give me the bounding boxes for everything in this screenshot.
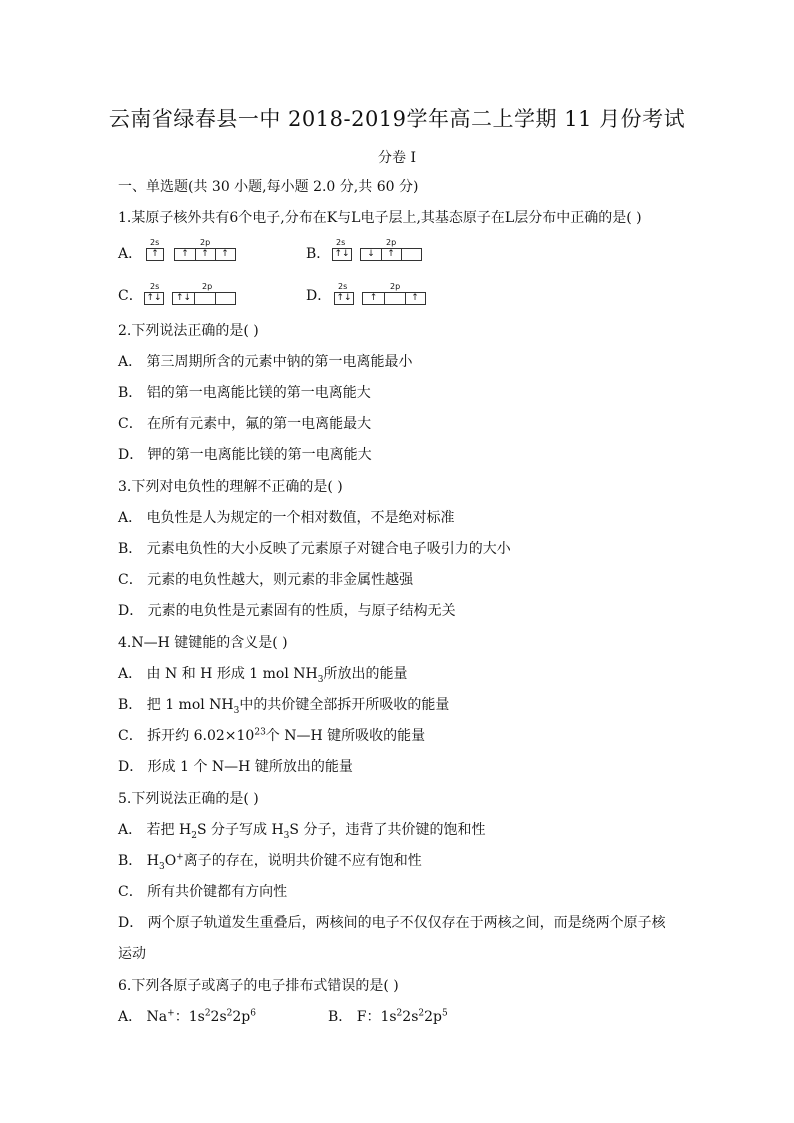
orbital-label-2s: 2s: [150, 282, 160, 291]
orbital-2s-box: [332, 248, 352, 261]
orbital-2p-1: ↓: [361, 249, 382, 260]
q2-option-a: A． 第三周期所含的元素中钠的第一电离能最小: [118, 354, 413, 370]
q5-a-mid: S 分子写成 H: [196, 822, 284, 838]
orbital-2p-box: [360, 248, 422, 261]
q6-option-a: [118, 1008, 256, 1026]
q2-option-c: C． 在所有元素中，氟的第一电离能最大: [118, 416, 372, 432]
q6-a-2s-e: 2: [226, 1008, 233, 1019]
q4-c-sup: 23: [254, 727, 266, 738]
q5-a-text: A． 若把 H: [118, 822, 192, 838]
orbital-2p-3: [401, 249, 421, 260]
q5-b-sup: +: [176, 852, 184, 863]
question-5-stem: 5.下列说法正确的是( ): [118, 791, 259, 807]
q4-c-text: C． 拆开约 6.02×10: [118, 728, 255, 744]
q6-a-2p-e: 6: [250, 1008, 256, 1019]
q4-b-text: B． 把 1 mol NH: [118, 697, 234, 713]
q6-option-b: [328, 1008, 448, 1026]
q5-option-a: [118, 821, 485, 839]
q1-option-d-diagram: [332, 282, 430, 310]
q1-option-c-diagram: [142, 282, 240, 310]
orbital-2p-3: ↑: [221, 249, 229, 259]
question-4-stem: 4.N—H 键键能的含义是( ): [118, 635, 288, 651]
q4-option-d: D． 形成 1 个 N—H 键所放出的能量: [118, 759, 353, 775]
q6-a-2s: 2s: [210, 1009, 227, 1025]
q5-b-text: B． H: [118, 853, 159, 869]
q4-option-a: [118, 665, 407, 683]
q1-option-a-letter: A．: [118, 246, 143, 262]
q6-b-2p-e: 5: [441, 1008, 448, 1019]
orbital-2s: ↑↓: [336, 293, 352, 303]
orbital-label-2p: 2p: [386, 238, 397, 247]
orbital-2s-box: [334, 292, 354, 305]
orbital-2p-3: [215, 293, 235, 304]
question-2-stem: 2.下列说法正确的是( ): [118, 323, 259, 339]
q5-a-tail: S 分子，违背了共价键的饱和性: [289, 822, 486, 838]
q6-a-1s-e: 2: [204, 1008, 211, 1019]
orbital-2p-2: ↑: [381, 249, 402, 260]
orbital-label-2p: 2p: [200, 238, 211, 247]
orbital-2p-2: ↑: [195, 249, 216, 260]
orbital-2p-1: ↑: [363, 293, 385, 304]
q1-option-a-diagram: [144, 238, 240, 266]
orbital-2p-2: [194, 293, 216, 304]
orbital-2s-box: [146, 248, 164, 261]
orbital-2s: ↑↓: [334, 249, 350, 259]
orbital-2s: ↑↓: [146, 293, 162, 303]
q6-b-text: B． F：1s: [328, 1009, 397, 1025]
page-subtitle: 分卷 I: [378, 150, 416, 166]
question-1-stem: 1.某原子核外共有6个电子,分布在K与L电子层上,其基态原子在L层分布中正确的是( ): [118, 210, 642, 226]
question-3-stem: 3.下列对电负性的理解不正确的是( ): [118, 479, 343, 495]
q6-b-2p: 2p: [424, 1009, 442, 1025]
orbital-label-2p: 2p: [202, 282, 213, 291]
q4-a-text: A． 由 N 和 H 形成 1 mol NH: [118, 666, 318, 682]
q6-a-2p: 2p: [232, 1009, 251, 1025]
orbital-2p-box: [362, 292, 426, 305]
q6-b-1s-e: 2: [396, 1008, 403, 1019]
q6-a-charge: +: [167, 1008, 175, 1019]
q4-option-b: [118, 696, 449, 714]
orbital-2p-3: ↑: [411, 293, 419, 303]
q3-option-c: C． 元素的电负性越大，则元素的非金属性越强: [118, 572, 414, 588]
q4-b-sub: 3: [233, 705, 240, 716]
q5-option-c: C． 所有共价键都有方向性: [118, 884, 288, 900]
q2-option-d: D． 钾的第一电离能比镁的第一电离能大: [118, 447, 372, 463]
q5-b-mid: O: [164, 853, 177, 869]
q6-b-2s: 2s: [402, 1009, 419, 1025]
q5-option-d-continued: 运动: [118, 946, 146, 962]
q6-b-2s-e: 2: [418, 1008, 425, 1019]
q5-a-sub1: 2: [191, 830, 197, 841]
q4-c-tail: 个 N—H 键所吸收的能量: [265, 728, 426, 744]
orbital-label-2s: 2s: [336, 238, 346, 247]
q4-a-tail: 所放出的能量: [323, 666, 408, 682]
q4-option-c: [118, 727, 425, 745]
q1-option-b-diagram: [330, 238, 426, 266]
q6-a-1s: ：1s: [174, 1009, 205, 1025]
orbital-2s: ↑: [151, 249, 159, 259]
q4-b-tail: 中的共价键全部拆开所吸收的能量: [239, 697, 450, 713]
orbital-2p-box: [174, 248, 236, 261]
orbital-label-2s: 2s: [338, 282, 348, 291]
q3-option-b: B． 元素电负性的大小反映了元素原子对键合电子吸引力的大小: [118, 541, 511, 557]
q6-a-text: A． Na: [118, 1009, 168, 1025]
q5-b-sub: 3: [158, 861, 165, 872]
section-heading: 一、单选题(共 30 小题,每小题 2.0 分,共 60 分): [118, 179, 419, 195]
q1-option-c-letter: C．: [118, 288, 143, 304]
q5-a-sub2: 3: [283, 830, 290, 841]
orbital-2s-box: [144, 292, 164, 305]
orbital-2p-1: ↑: [175, 249, 196, 260]
question-6-stem: 6.下列各原子或离子的电子排布式错误的是( ): [118, 978, 399, 994]
orbital-2p-box: [172, 292, 236, 305]
q3-option-d: D． 元素的电负性是元素固有的性质，与原子结构无关: [118, 603, 456, 619]
orbital-2p-1: ↑↓: [173, 293, 195, 304]
page-title: 云南省绿春县一中 2018-2019学年高二上学期 11 月份考试: [108, 107, 686, 131]
q1-option-d-letter: D．: [306, 288, 332, 304]
q4-a-sub: 3: [317, 674, 324, 685]
orbital-label-2p: 2p: [390, 282, 401, 291]
q5-b-tail: 离子的存在，说明共价键不应有饱和性: [183, 853, 422, 869]
q5-option-d: D． 两个原子轨道发生重叠后，两核间的电子不仅仅存在于两核之间，而是绕两个原子核: [118, 915, 666, 931]
q3-option-a: A． 电负性是人为规定的一个相对数值，不是绝对标准: [118, 510, 455, 526]
orbital-label-2s: 2s: [150, 238, 160, 247]
q5-option-b: [118, 852, 422, 870]
q2-option-b: B． 铝的第一电离能比镁的第一电离能大: [118, 385, 371, 401]
orbital-2p-2: [384, 293, 406, 304]
q1-option-b-letter: B．: [306, 246, 331, 262]
